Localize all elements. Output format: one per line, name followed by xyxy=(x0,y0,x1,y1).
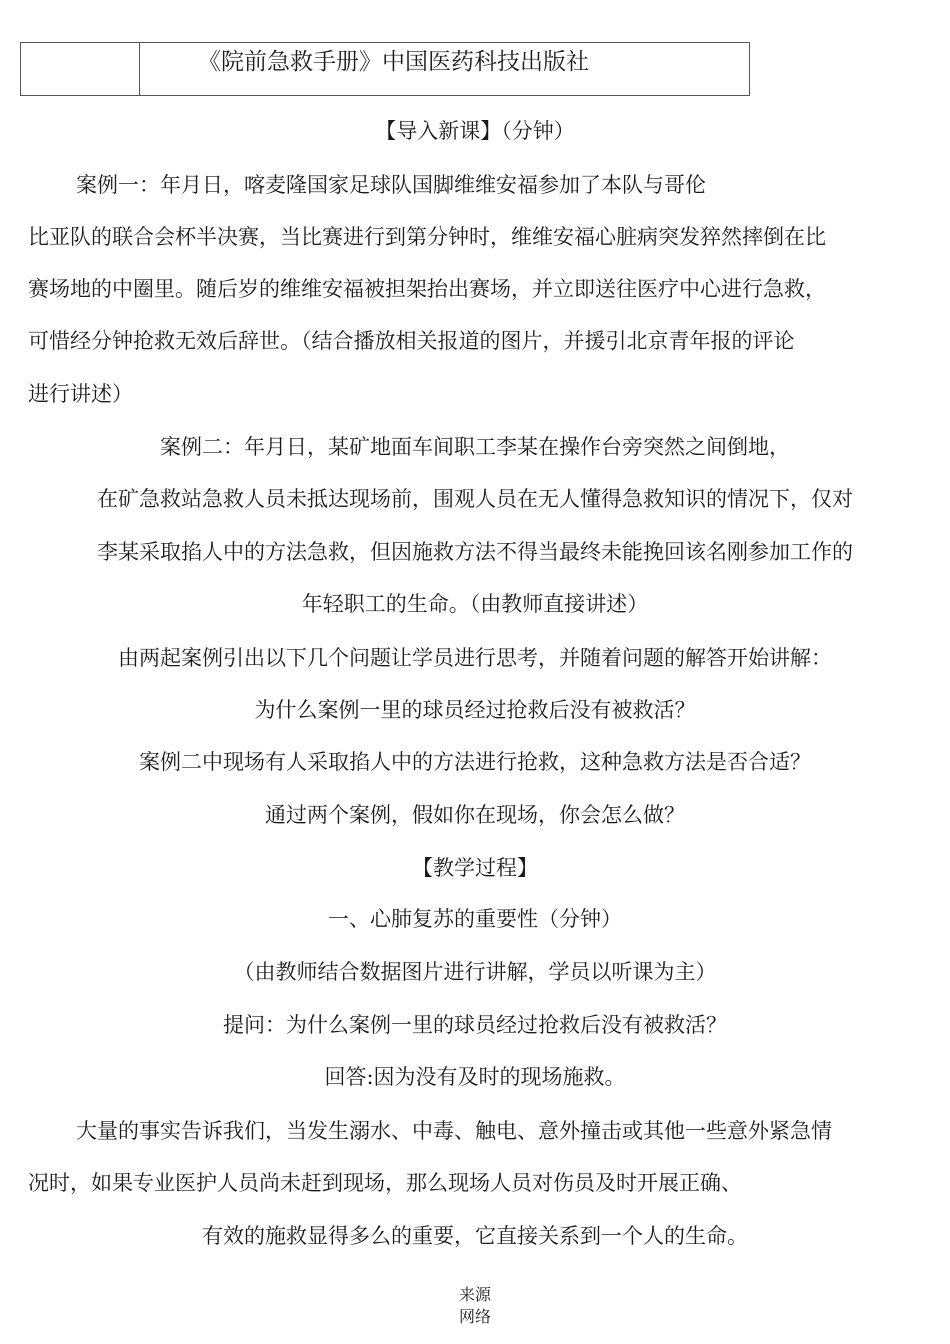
section1-paragraph-line2: 况时，如果专业医护人员尚未赶到现场，那么现场人员对伤员及时开展正确、 xyxy=(28,1171,742,1195)
case2-line2: 在矿急救站急救人员未抵达现场前，围观人员在无人懂得急救知识的情况下，仅对 xyxy=(97,487,853,511)
section1-paragraph-line1: 大量的事实告诉我们，当发生溺水、中毒、触电、意外撞击或其他一些意外紧急情 xyxy=(76,1119,832,1143)
case2-line3: 李某采取掐人中的方法急救，但因施救方法不得当最终未能挽回该名刚参加工作的 xyxy=(97,540,853,564)
footer-network: 网络 xyxy=(458,1307,491,1326)
section1-title: 一、心肺复苏的重要性（分钟） xyxy=(328,907,622,931)
footer-source: 来源 xyxy=(458,1285,491,1304)
question-2: 案例二中现场有人采取掐人中的方法进行抢救，这种急救方法是否合适？ xyxy=(139,750,811,774)
reference-table xyxy=(20,42,750,96)
case1-line5: 进行讲述） xyxy=(28,382,133,406)
case1-line1: 案例一：年月日，喀麦隆国家足球队国脚维维安福参加了本队与哥伦 xyxy=(76,173,706,197)
process-heading: 【教学过程】 xyxy=(412,856,538,880)
section1-paragraph-line3: 有效的施救显得多么的重要，它直接关系到一个人的生命。 xyxy=(202,1224,748,1248)
table-cell-reference: 《院前急救手册》中国医药科技出版社 xyxy=(198,49,589,75)
question-1: 为什么案例一里的球员经过抢救后没有被救活？ xyxy=(254,698,696,722)
section1-note: （由教师结合数据图片进行讲解，学员以听课为主） xyxy=(233,960,717,984)
question-3: 通过两个案例，假如你在现场，你会怎么做？ xyxy=(265,803,685,827)
section1-answer: 回答:因为没有及时的现场施救。 xyxy=(324,1065,626,1089)
case1-line4: 可惜经分钟抢救无效后辞世。（结合播放相关报道的图片，并援引北京青年报的评论 xyxy=(28,329,795,353)
case1-line3: 赛场地的中圈里。随后岁的维维安福被担架抬出赛场，并立即送往医疗中心进行急救， xyxy=(28,277,826,301)
table-cell-empty xyxy=(21,43,140,95)
questions-intro: 由两起案例引出以下几个问题让学员进行思考，并随着问题的解答开始讲解： xyxy=(118,646,832,670)
section1-question: 提问：为什么案例一里的球员经过抢救后没有被救活？ xyxy=(223,1013,727,1037)
case2-line1: 案例二：年月日，某矿地面车间职工李某在操作台旁突然之间倒地， xyxy=(160,435,790,459)
case2-line4: 年轻职工的生命。（由教师直接讲述） xyxy=(301,592,649,616)
intro-heading: 【导入新课】（分钟） xyxy=(375,119,575,143)
case1-line2: 比亚队的联合会杯半决赛，当比赛进行到第分钟时，维维安福心脏病突发猝然摔倒在比 xyxy=(28,225,826,249)
